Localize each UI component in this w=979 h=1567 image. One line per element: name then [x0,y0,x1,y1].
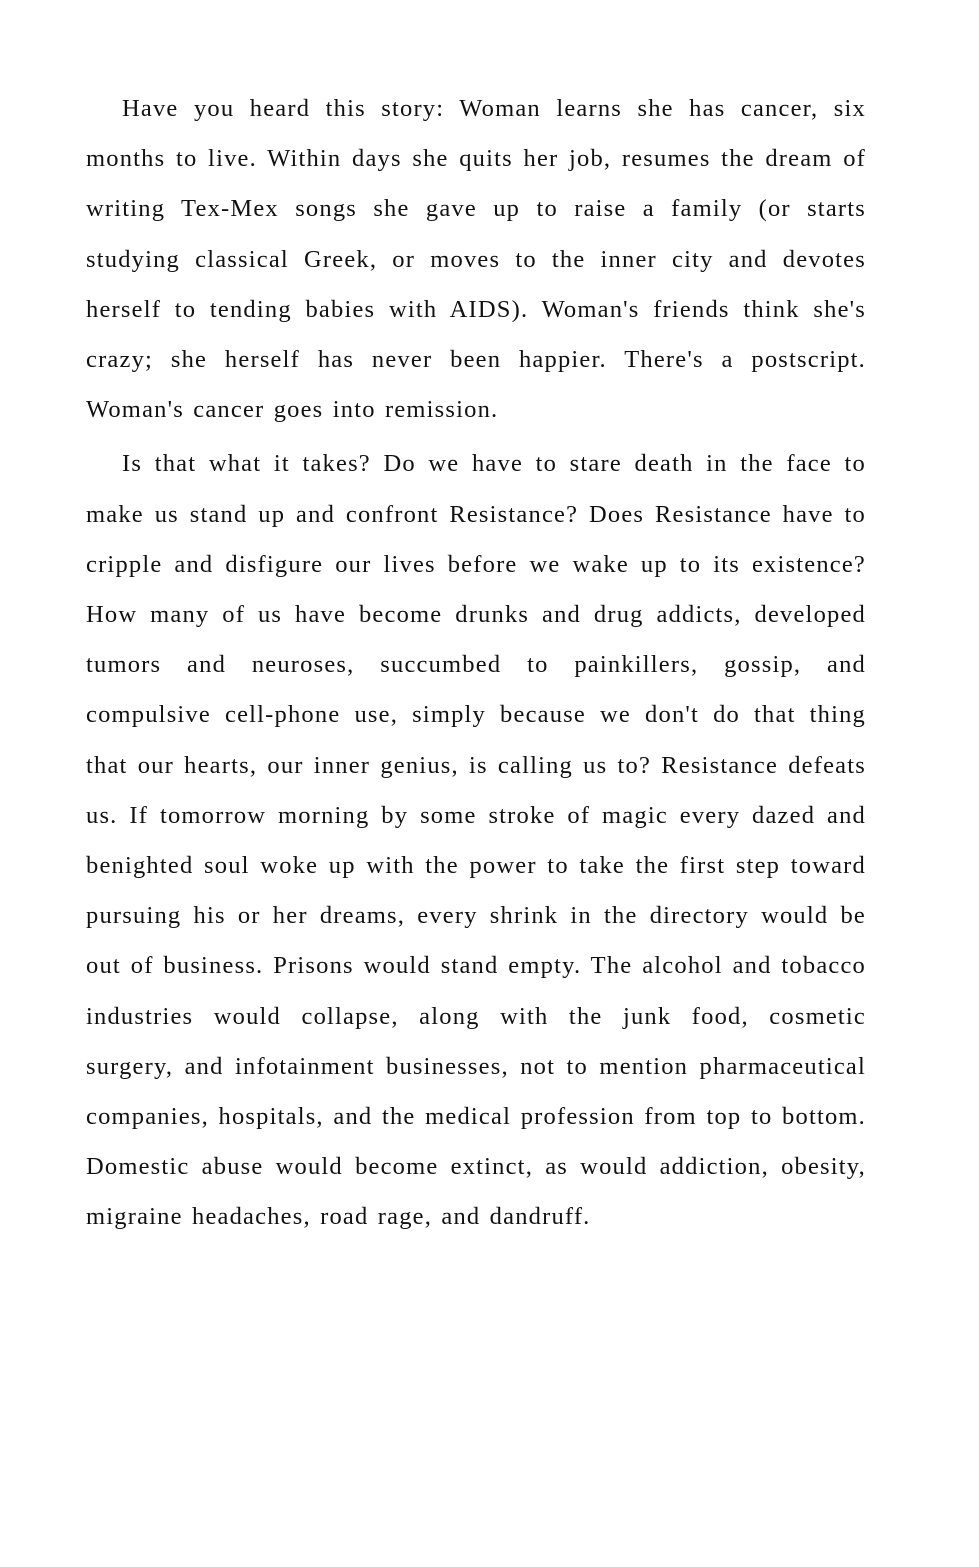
document-page [86,84,866,1243]
paragraph-2: Is that what it takes? Do we have to stare death in the face to make us stand up and confront Resistance? Does Resistance have to cripple and disfigure our lives before we wake up to its existence? How many of us have become drunks and drug addicts, developed tumors and neuroses, succumbed to painkillers, gossip, and compulsive cell-phone use, simply because we don't do that thing that our hearts, our inner genius, is calling us to? Resistance defeats us. If tomorrow morning by some stroke of magic every dazed and benighted soul woke up with the power to take the first step toward pursuing his or her dreams, every shrink in the directory would be out of business. Prisons would stand empty. The alcohol and tobacco industries would collapse, along with the junk food, cosmetic surgery, and infotainment businesses, not to mention pharmaceutical companies, hospitals, and the medical profession from top to bottom. Domestic abuse would become extinct, as would addiction, obesity, migraine headaches, road rage, and dandruff. [86,450,866,1231]
paragraph-1: Have you heard this story: Woman learns she has cancer, six months to live. Within days she quits her job, resumes the dream of writing Tex-Mex songs she gave up to raise a family (or starts studying classical Greek, or moves to the inner city and devotes herself to tending babies with AIDS). Woman's friends think she's crazy; she herself has never been happier. There's a postscript. Woman's cancer goes into remission. [86,95,866,424]
